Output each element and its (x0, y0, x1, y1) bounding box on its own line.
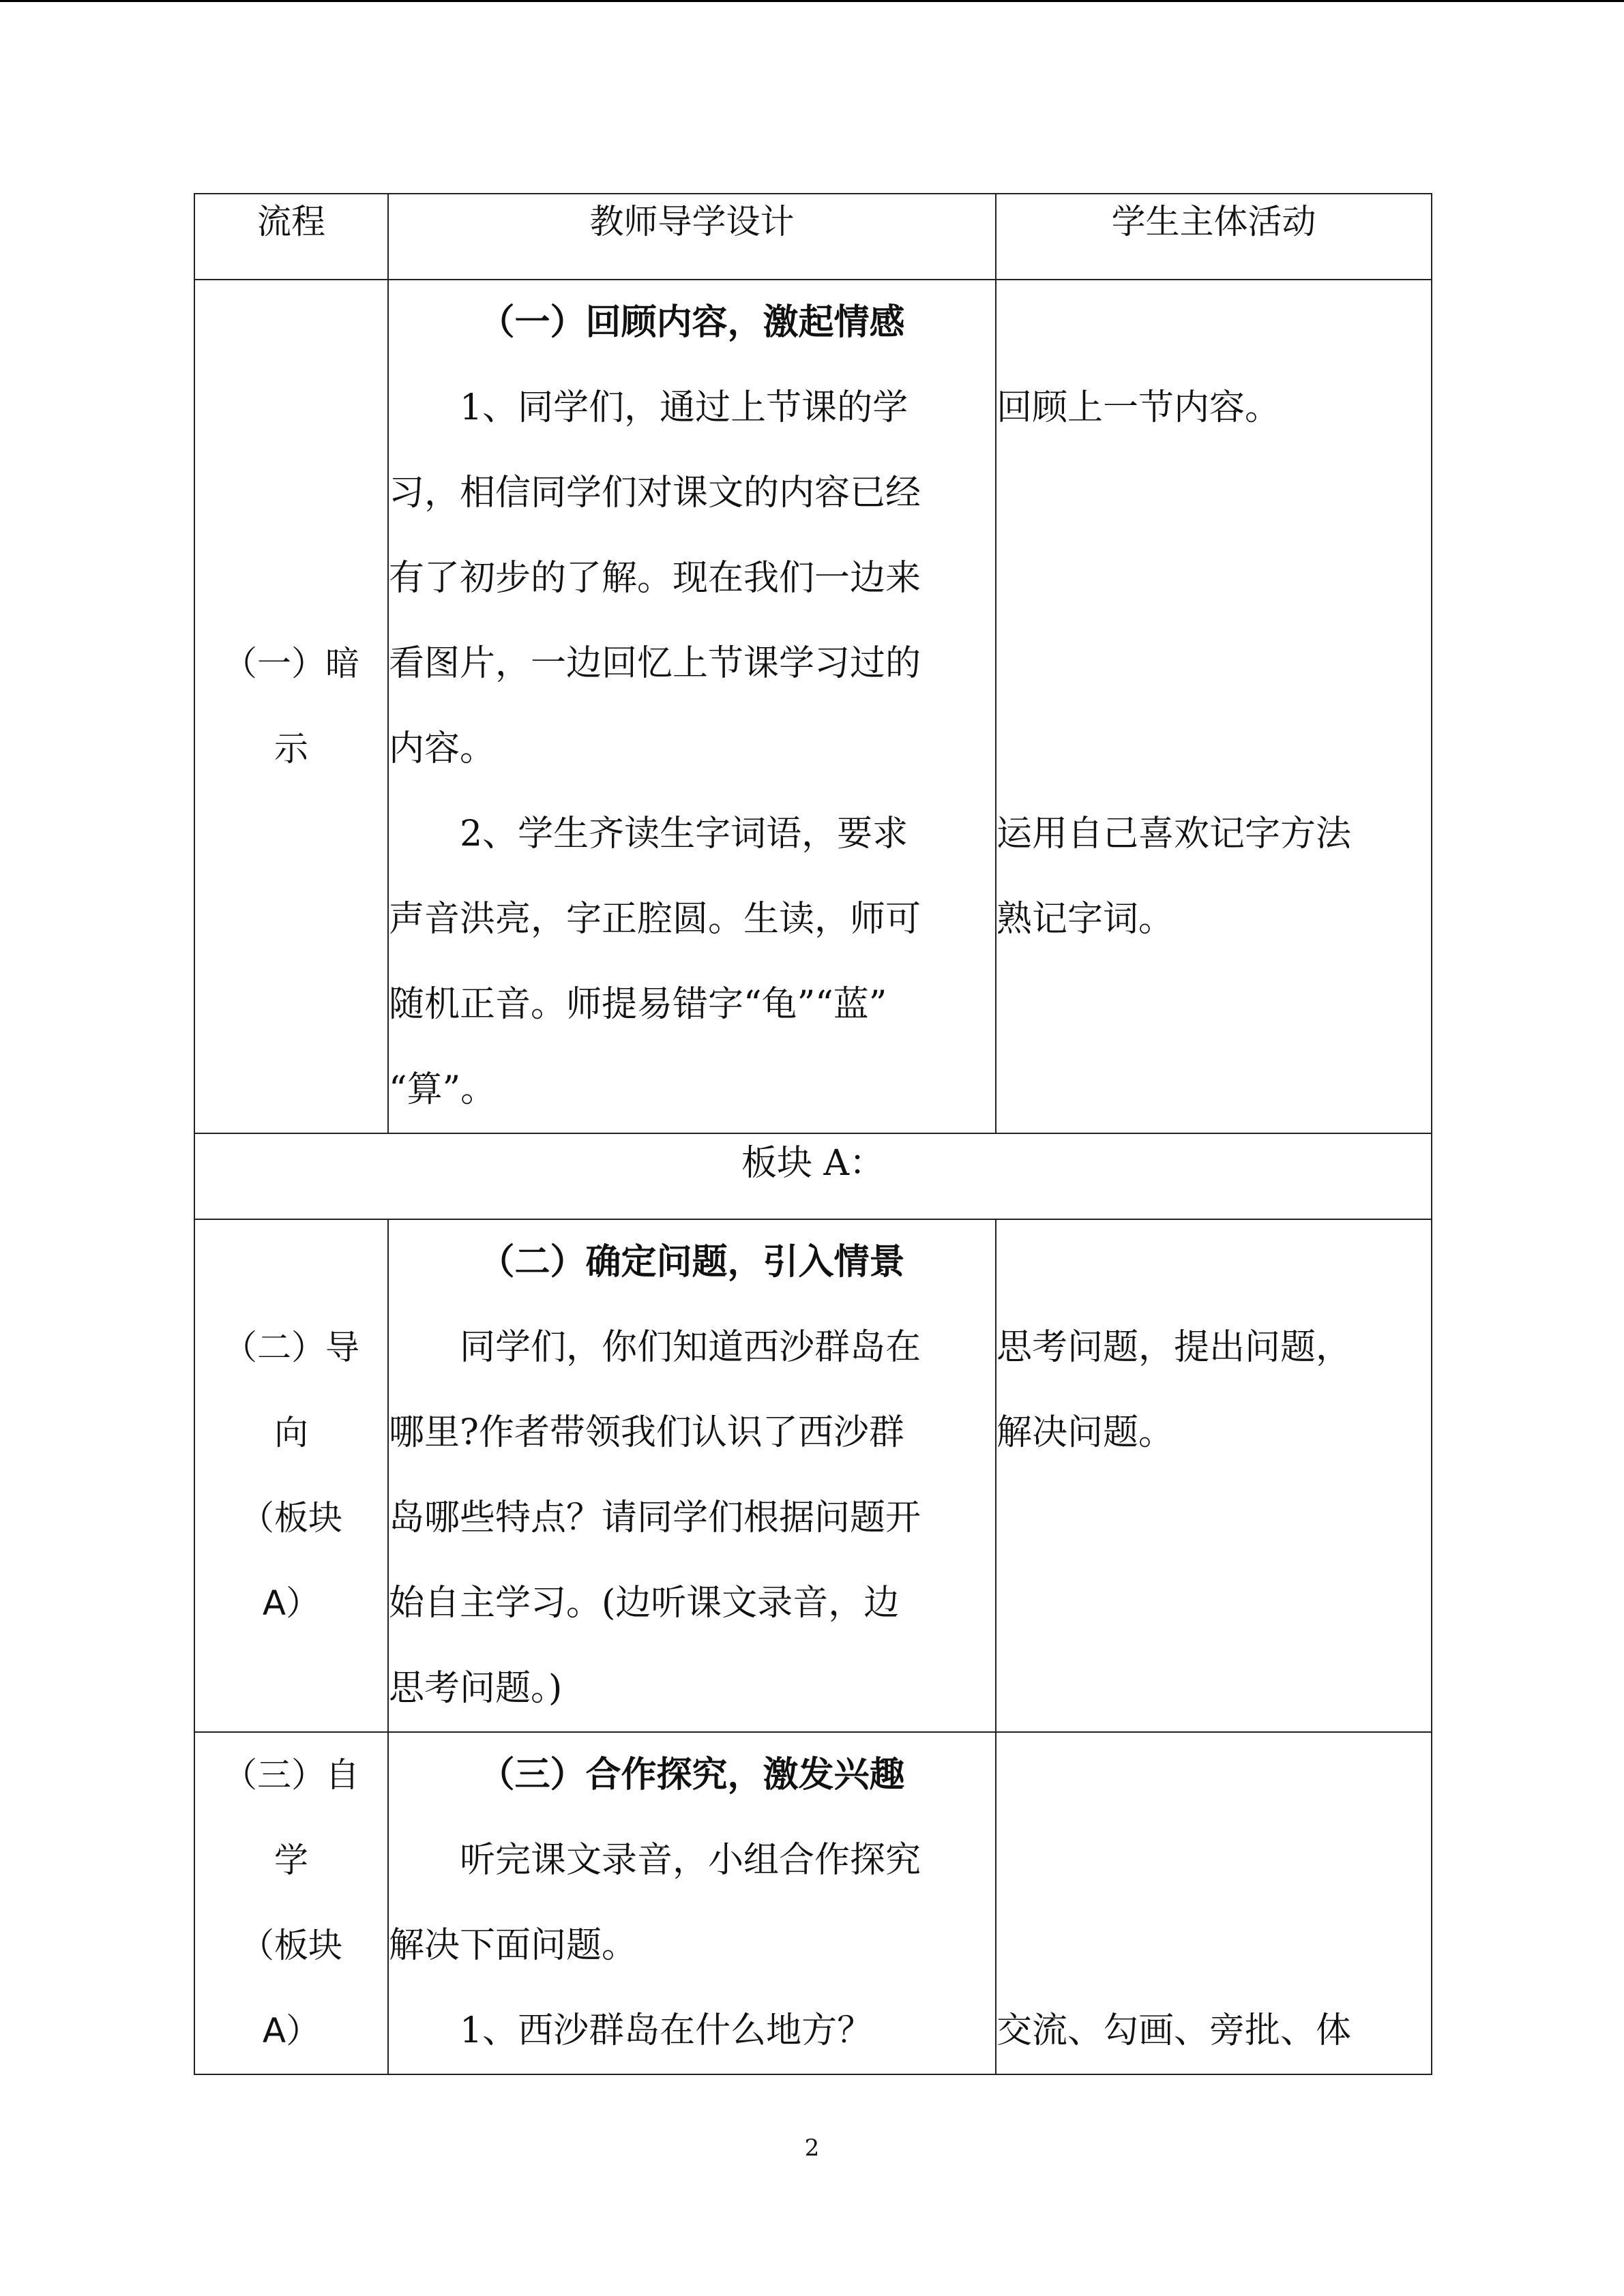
teacher-line: 随机正音。师提易错字“龟”“蓝” (389, 984, 887, 1025)
section-title: （一）回顾内容，激起情感 (479, 302, 905, 343)
table-row-section-3 (194, 1732, 1432, 2074)
student-cell-3 (996, 1732, 1432, 2074)
flow-label: （三）自 (223, 1755, 359, 1795)
teacher-line: 岛哪些特点？请同学们根据问题开 (389, 1497, 921, 1538)
flow-cell-3 (194, 1732, 388, 2074)
section-title: （三）合作探究，激发兴趣 (479, 1755, 905, 1795)
teacher-cell-2 (388, 1219, 996, 1732)
student-cell-1 (996, 280, 1432, 1133)
page-top-border (0, 0, 1624, 2)
teacher-line: 始自主学习。(边听课文录音，边 (389, 1583, 900, 1624)
student-line: 熟记字词。 (996, 899, 1175, 940)
table-header-row (194, 194, 1432, 280)
flow-label: （板块 (240, 1498, 342, 1538)
flow-label: 向 (274, 1413, 308, 1452)
student-line: 运用自己喜欢记字方法 (996, 814, 1352, 854)
teacher-line: 解决下面问题。 (389, 1925, 638, 1966)
page-number: 2 (804, 2134, 820, 2162)
teacher-line: “算”。 (389, 1069, 497, 1110)
flow-label: A） (262, 1583, 321, 1623)
header-flow: 流程 (194, 194, 388, 280)
flow-label: 学 (274, 1840, 308, 1880)
header-student-activity: 学生主体活动 (996, 194, 1432, 280)
teacher-line: 声音洪亮，字正腔圆。生读，师可 (389, 899, 921, 940)
teacher-cell-1 (388, 280, 996, 1133)
student-cell-2 (996, 1219, 1432, 1732)
student-line: 交流、勾画、旁批、体 (996, 2010, 1352, 2051)
teacher-line: 2、学生齐读生字词语，要求 (460, 814, 909, 854)
lesson-plan-table (194, 193, 1432, 2075)
teacher-line: 看图片，一边回忆上节课学习过的 (389, 643, 921, 684)
teacher-line: 习，相信同学们对课文的内容已经 (389, 473, 921, 513)
teacher-line: 听完课文录音，小组合作探究 (460, 1840, 921, 1881)
teacher-cell-3 (388, 1732, 996, 2074)
flow-label: （一）暗 (223, 644, 359, 683)
flow-label: 示 (274, 729, 308, 769)
teacher-line: 1、同学们，通过上节课的学 (460, 387, 909, 428)
teacher-line: 同学们，你们知道西沙群岛在 (460, 1327, 921, 1368)
teacher-line: 有了初步的了解。现在我们一边来 (389, 558, 921, 599)
teacher-line: 内容。 (389, 728, 496, 769)
banner-text: 板块 A： (741, 1143, 885, 1184)
table-row-section-2 (194, 1219, 1432, 1732)
header-teacher-design: 教师导学设计 (388, 194, 996, 280)
flow-label: A） (262, 2011, 321, 2051)
flow-cell-1 (194, 280, 388, 1133)
teacher-line: 哪里?作者带领我们认识了西沙群 (389, 1412, 904, 1453)
flow-cell-2 (194, 1219, 388, 1732)
flow-label: （板块 (240, 1926, 342, 1965)
student-line: 思考问题，提出问题， (996, 1327, 1352, 1368)
teacher-line: 1、西沙群岛在什么地方？ (460, 2010, 873, 2051)
table-row-section-1 (194, 280, 1432, 1133)
teacher-line: 思考问题。) (389, 1668, 563, 1709)
flow-label: （二）导 (223, 1328, 359, 1367)
section-title: （二）确定问题，引入情景 (479, 1242, 905, 1283)
banner-cell (194, 1133, 1432, 1219)
student-line: 解决问题。 (996, 1412, 1175, 1453)
table-row-banner (194, 1133, 1432, 1219)
student-line: 回顾上一节内容。 (996, 387, 1281, 428)
